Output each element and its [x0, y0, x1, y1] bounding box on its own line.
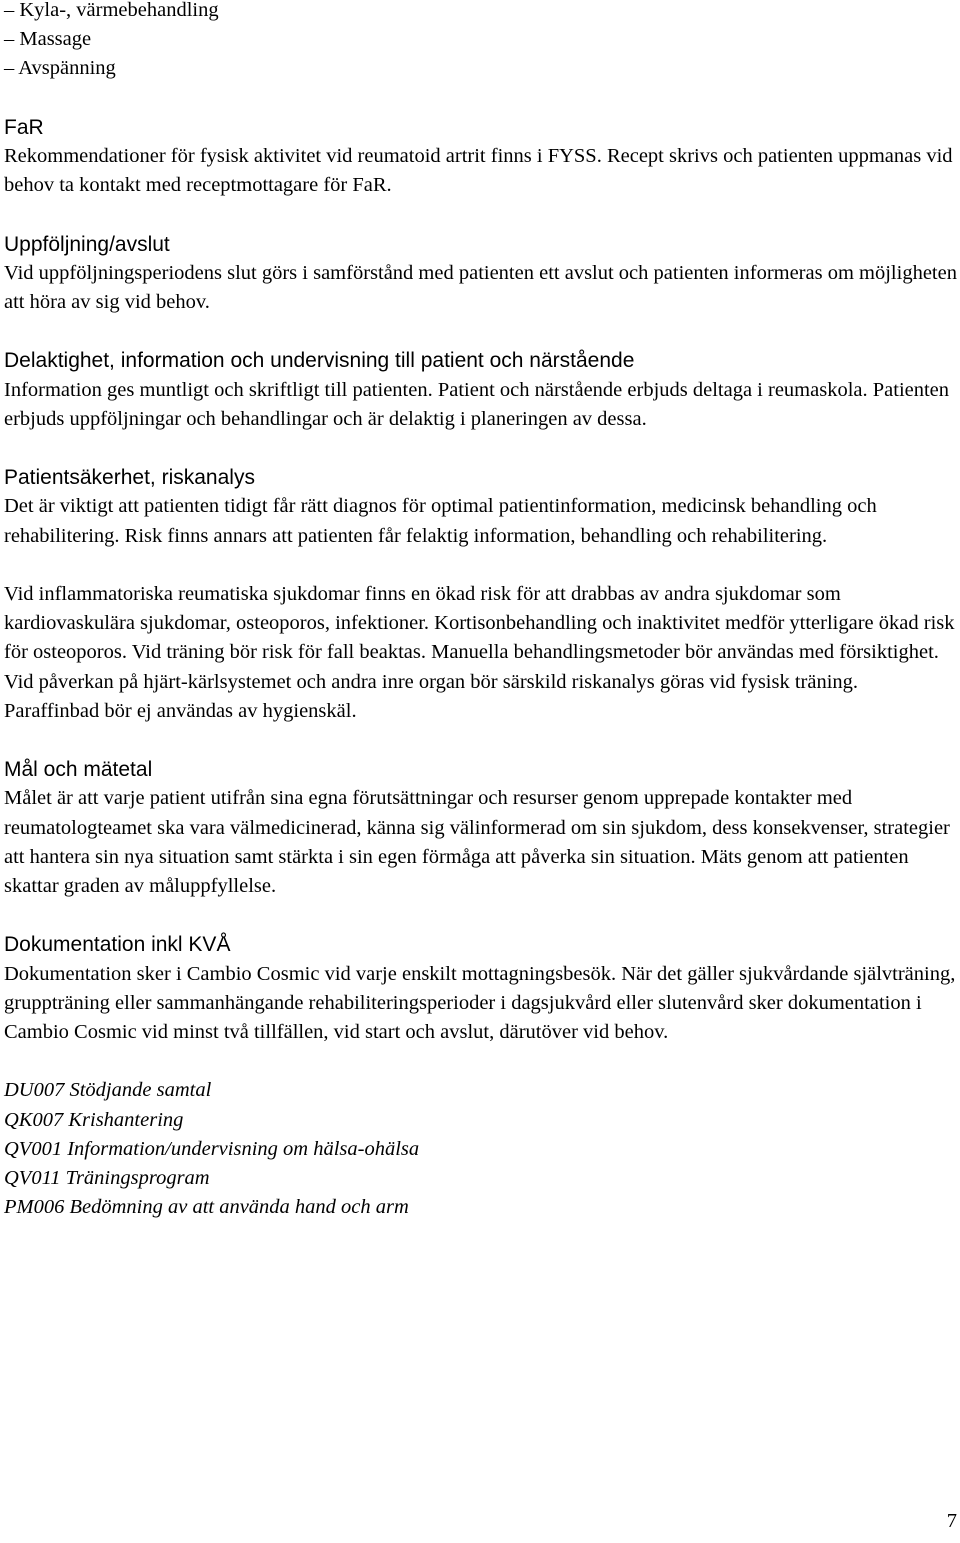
section-text: Vid inflammatoriska reumatiska sjukdomar finns en ökad risk för att drabbas av andra sjukdomar som kardiovaskulära sjukdomar, osteoporos, infektioner. Kortisonbehandling och inaktivitet medför ytterligare ökad risk för osteoporos. Vid träning bör risk för fall beaktas. Manuella behandlingsmetoder bör användas med försiktighet. Vid påverkan på hjärt-kärlsystemet och andra inre organ bör särskild riskanalys göras vid fysisk träning. Paraffinbad bör ej användas av hygienskäl. [4, 582, 955, 722]
section-heading: Delaktighet, information och undervisning till patient och närstående [4, 349, 635, 373]
section-text: Information ges muntligt och skriftligt till patienten. Patient och närstående erbjuds deltaga i reumaskola. Patienten erbjuds uppföljningar och behandlingar och är delaktig i planeringen av dessa. [4, 378, 950, 430]
section-far [4, 113, 958, 201]
section-heading: Dokumentation inkl KVÅ [4, 933, 231, 957]
section-heading: Uppföljning/avslut [4, 232, 170, 256]
kva-code-list [4, 1076, 958, 1222]
section-text: Vid uppföljningsperiodens slut görs i samförstånd med patienten ett avslut och patienten informeras om möjligheten att höra av sig vid behov. [4, 261, 957, 313]
section-text: Dokumentation sker i Cambio Cosmic vid varje enskilt mottagningsbesök. När det gäller sjukvårdande självträning, gruppträning eller sammanhängande rehabiliteringsperioder i dagsjukvård eller slutenvård sker dokumentation i Cambio Cosmic vid minst två tillfällen, vid start och avslut, därutöver vid behov. [4, 962, 956, 1043]
list-item: – Massage [4, 28, 92, 51]
section-goals [4, 755, 958, 901]
page-number: 7 [946, 1510, 957, 1532]
section-participation [4, 346, 958, 434]
list-item: – Kyla-, värmebehandling [4, 0, 219, 21]
section-heading: FaR [4, 115, 44, 139]
kva-code: DU007 Stödjande samtal [4, 1079, 212, 1102]
kva-code: QV011 Träningsprogram [4, 1167, 210, 1189]
section-documentation [4, 930, 958, 1047]
section-followup [4, 230, 958, 318]
section-safety [4, 463, 958, 726]
section-text: Det är viktigt att patienten tidigt får rätt diagnos för optimal patientinformation, medicinsk behandling och rehabilitering. Risk finns annars att patienten får felaktig information, behandling och rehabilitering. [4, 495, 877, 547]
section-text: Målet är att varje patient utifrån sina egna förutsättningar och resurser genom upprepade kontakter med reumatologteamet ska vara välmedicinerad, känna sig välinformerad om sin sjukdom, dess konsekvenser, strategier att hantera sin nya situation samt stärkta i sin egen förmåga att påverka sin situation. Mäts genom att patienten skattar graden av måluppfyllelse. [4, 787, 950, 897]
kva-code: QK007 Krishantering [4, 1108, 184, 1131]
section-heading: Mål och mätetal [4, 758, 153, 782]
section-heading: Patientsäkerhet, riskanalys [4, 466, 255, 490]
kva-code: QV001 Information/undervisning om hälsa-ohälsa [4, 1137, 420, 1160]
treatment-list [4, 0, 958, 84]
section-text: Rekommendationer för fysisk aktivitet vid reumatoid artrit finns i FYSS. Recept skrivs och patienten uppmanas vid behov ta kontakt med receptmottagare för FaR. [4, 145, 953, 197]
kva-code: PM006 Bedömning av att använda hand och arm [4, 1196, 409, 1219]
list-item: – Avspänning [4, 57, 116, 80]
document-page [4, 0, 958, 1222]
